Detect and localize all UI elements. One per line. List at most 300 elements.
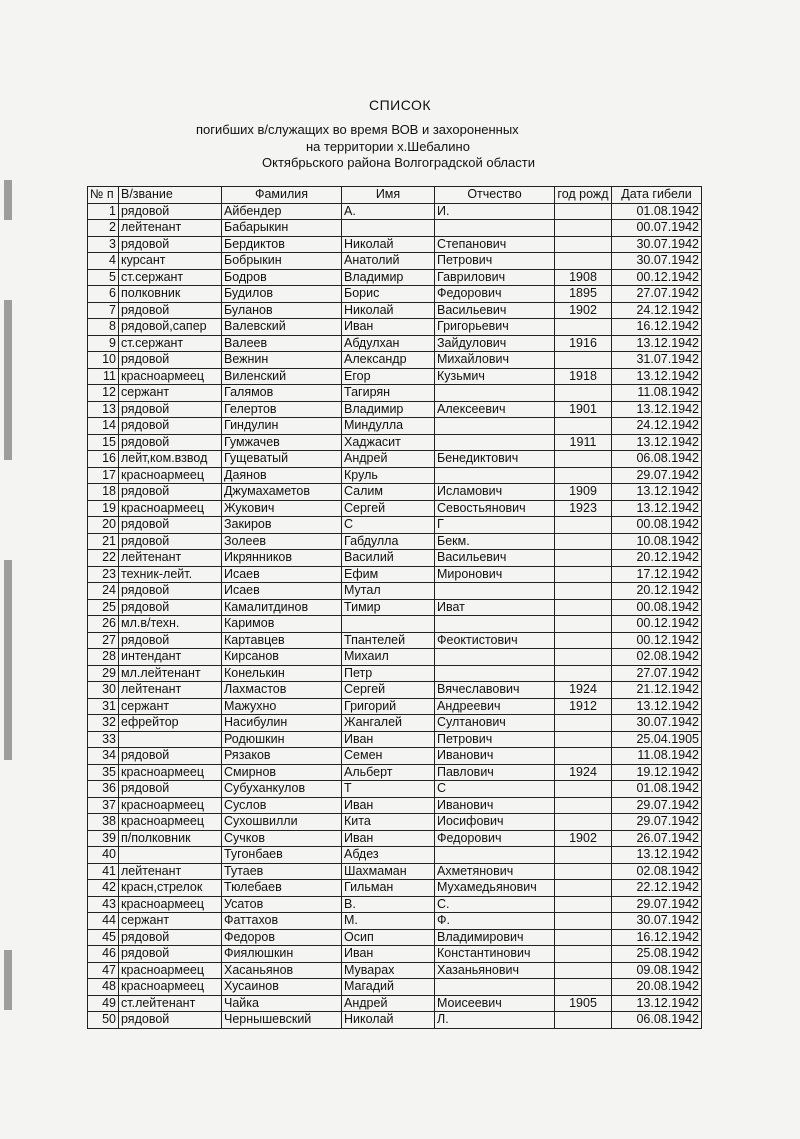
cell-birth-year [555, 649, 612, 666]
cell-number: 41 [88, 863, 119, 880]
cell-patronymic [435, 418, 555, 435]
cell-birth-year [555, 253, 612, 270]
table-row [88, 1012, 702, 1029]
cell-number: 2 [88, 220, 119, 237]
cell-patronymic: Бенедиктович [435, 451, 555, 468]
cell-name: Тимир [342, 599, 435, 616]
cell-rank: рядовой [119, 583, 222, 600]
cell-surname: Усатов [222, 896, 342, 913]
cell-surname: Сухошвилли [222, 814, 342, 831]
cell-name: Петр [342, 665, 435, 682]
cell-death-date: 22.12.1942 [612, 880, 702, 897]
cell-birth-year [555, 550, 612, 567]
cell-rank: красноармеец [119, 979, 222, 996]
cell-number: 18 [88, 484, 119, 501]
table-row [88, 467, 702, 484]
table-row [88, 698, 702, 715]
cell-number: 43 [88, 896, 119, 913]
cell-birth-year [555, 847, 612, 864]
cell-number: 17 [88, 467, 119, 484]
cell-death-date: 13.12.1942 [612, 368, 702, 385]
cell-number: 39 [88, 830, 119, 847]
table-row [88, 203, 702, 220]
table-row [88, 748, 702, 765]
cell-birth-year: 1895 [555, 286, 612, 303]
scan-edge-mark [4, 950, 12, 1010]
cell-name: Миндулла [342, 418, 435, 435]
cell-rank: ст.лейтенант [119, 995, 222, 1012]
cell-patronymic: Исламович [435, 484, 555, 501]
cell-rank: рядовой [119, 418, 222, 435]
cell-rank: красноармеец [119, 368, 222, 385]
cell-rank: красн,стрелок [119, 880, 222, 897]
cell-surname: Чайка [222, 995, 342, 1012]
cell-surname: Вежнин [222, 352, 342, 369]
cell-name: Сергей [342, 500, 435, 517]
cell-surname: Хасаньянов [222, 962, 342, 979]
column-header-rank: В/звание [119, 187, 222, 204]
cell-rank: п/полковник [119, 830, 222, 847]
cell-death-date: 29.07.1942 [612, 896, 702, 913]
cell-birth-year: 1901 [555, 401, 612, 418]
cell-number: 48 [88, 979, 119, 996]
cell-birth-year [555, 781, 612, 798]
cell-rank: лейт,ком.взвод [119, 451, 222, 468]
cell-number: 5 [88, 269, 119, 286]
table-row [88, 995, 702, 1012]
cell-birth-year [555, 599, 612, 616]
cell-death-date: 13.12.1942 [612, 335, 702, 352]
cell-death-date: 01.08.1942 [612, 781, 702, 798]
cell-birth-year: 1908 [555, 269, 612, 286]
cell-death-date: 27.07.1942 [612, 665, 702, 682]
cell-death-date: 13.12.1942 [612, 847, 702, 864]
cell-death-date: 30.07.1942 [612, 236, 702, 253]
cell-rank: рядовой [119, 946, 222, 963]
cell-rank: красноармеец [119, 797, 222, 814]
cell-patronymic: Мухамедьянович [435, 880, 555, 897]
cell-number: 33 [88, 731, 119, 748]
cell-death-date: 20.12.1942 [612, 550, 702, 567]
cell-birth-year: 1923 [555, 500, 612, 517]
cell-surname: Джумахаметов [222, 484, 342, 501]
cell-death-date: 00.08.1942 [612, 599, 702, 616]
cell-birth-year [555, 451, 612, 468]
cell-rank: техник-лейт. [119, 566, 222, 583]
table-row [88, 335, 702, 352]
cell-name: Александр [342, 352, 435, 369]
cell-rank: полковник [119, 286, 222, 303]
cell-number: 27 [88, 632, 119, 649]
cell-number: 4 [88, 253, 119, 270]
cell-name: Николай [342, 1012, 435, 1029]
table-row [88, 731, 702, 748]
cell-name: Осип [342, 929, 435, 946]
cell-number: 44 [88, 913, 119, 930]
cell-death-date: 27.07.1942 [612, 286, 702, 303]
table-body [88, 203, 702, 1028]
cell-name: Абдез [342, 847, 435, 864]
cell-number: 16 [88, 451, 119, 468]
table-row [88, 814, 702, 831]
cell-surname: Бодров [222, 269, 342, 286]
cell-birth-year [555, 319, 612, 336]
cell-patronymic: Вячеславович [435, 682, 555, 699]
cell-surname: Гущеватый [222, 451, 342, 468]
cell-death-date: 02.08.1942 [612, 649, 702, 666]
cell-patronymic: Петрович [435, 731, 555, 748]
cell-number: 1 [88, 203, 119, 220]
cell-patronymic [435, 467, 555, 484]
cell-patronymic: Владимирович [435, 929, 555, 946]
cell-death-date: 24.12.1942 [612, 418, 702, 435]
cell-number: 35 [88, 764, 119, 781]
cell-rank: мл.в/техн. [119, 616, 222, 633]
cell-patronymic: Павлович [435, 764, 555, 781]
cell-surname: Будилов [222, 286, 342, 303]
cell-surname: Виленский [222, 368, 342, 385]
cell-surname: Бобрыкин [222, 253, 342, 270]
cell-name: Анатолий [342, 253, 435, 270]
cell-birth-year [555, 418, 612, 435]
cell-birth-year: 1916 [555, 335, 612, 352]
cell-death-date: 20.12.1942 [612, 583, 702, 600]
cell-birth-year [555, 1012, 612, 1029]
cell-number: 37 [88, 797, 119, 814]
cell-patronymic: Степанович [435, 236, 555, 253]
document-title: СПИСОК [368, 97, 432, 113]
table-row [88, 946, 702, 963]
cell-birth-year [555, 863, 612, 880]
table-row [88, 929, 702, 946]
cell-patronymic: Иосифович [435, 814, 555, 831]
cell-patronymic [435, 665, 555, 682]
cell-patronymic: Федорович [435, 830, 555, 847]
cell-rank: рядовой [119, 533, 222, 550]
cell-surname: Фиялюшкин [222, 946, 342, 963]
cell-name: Мутал [342, 583, 435, 600]
cell-death-date: 13.12.1942 [612, 698, 702, 715]
table-row [88, 517, 702, 534]
cell-rank: ст.сержант [119, 335, 222, 352]
cell-death-date: 31.07.1942 [612, 352, 702, 369]
table-row [88, 236, 702, 253]
cell-surname: Бердиктов [222, 236, 342, 253]
cell-birth-year [555, 616, 612, 633]
cell-rank: мл.лейтенант [119, 665, 222, 682]
cell-number: 8 [88, 319, 119, 336]
cell-name: Гильман [342, 880, 435, 897]
cell-birth-year: 1902 [555, 302, 612, 319]
cell-death-date: 00.07.1942 [612, 220, 702, 237]
cell-birth-year: 1918 [555, 368, 612, 385]
cell-surname: Мажухно [222, 698, 342, 715]
cell-death-date: 17.12.1942 [612, 566, 702, 583]
cell-death-date: 25.08.1942 [612, 946, 702, 963]
cell-death-date: 26.07.1942 [612, 830, 702, 847]
cell-name: Хаджасит [342, 434, 435, 451]
cell-rank: сержант [119, 698, 222, 715]
cell-surname: Тюлебаев [222, 880, 342, 897]
cell-death-date: 20.08.1942 [612, 979, 702, 996]
table-row [88, 797, 702, 814]
cell-number: 34 [88, 748, 119, 765]
table-row [88, 649, 702, 666]
table-row [88, 764, 702, 781]
cell-birth-year [555, 979, 612, 996]
casualty-table [87, 186, 702, 1029]
column-header-number: № п [88, 187, 119, 204]
cell-surname: Закиров [222, 517, 342, 534]
cell-patronymic: Федорович [435, 286, 555, 303]
cell-surname: Гумжачев [222, 434, 342, 451]
cell-name: Николай [342, 302, 435, 319]
cell-surname: Суслов [222, 797, 342, 814]
cell-number: 15 [88, 434, 119, 451]
cell-patronymic: Хазаньянович [435, 962, 555, 979]
cell-birth-year [555, 946, 612, 963]
cell-name: Шахмаман [342, 863, 435, 880]
cell-patronymic: С [435, 781, 555, 798]
cell-rank: сержант [119, 385, 222, 402]
cell-rank: рядовой [119, 401, 222, 418]
cell-death-date: 13.12.1942 [612, 995, 702, 1012]
cell-rank: интендант [119, 649, 222, 666]
cell-birth-year [555, 203, 612, 220]
cell-death-date: 29.07.1942 [612, 797, 702, 814]
cell-rank: красноармеец [119, 764, 222, 781]
table-row [88, 286, 702, 303]
cell-rank: рядовой [119, 929, 222, 946]
cell-number: 6 [88, 286, 119, 303]
cell-rank: лейтенант [119, 220, 222, 237]
cell-birth-year [555, 467, 612, 484]
column-header-patronymic: Отчество [435, 187, 555, 204]
cell-birth-year: 1902 [555, 830, 612, 847]
cell-rank: рядовой [119, 632, 222, 649]
cell-name: Круль [342, 467, 435, 484]
cell-name: Семен [342, 748, 435, 765]
cell-surname: Жукович [222, 500, 342, 517]
cell-number: 36 [88, 781, 119, 798]
cell-birth-year: 1912 [555, 698, 612, 715]
cell-name: Т [342, 781, 435, 798]
cell-surname: Буланов [222, 302, 342, 319]
cell-birth-year [555, 913, 612, 930]
cell-number: 45 [88, 929, 119, 946]
table-row [88, 583, 702, 600]
cell-number: 7 [88, 302, 119, 319]
cell-death-date: 00.08.1942 [612, 517, 702, 534]
cell-patronymic: Петрович [435, 253, 555, 270]
cell-patronymic: Григорьевич [435, 319, 555, 336]
cell-number: 42 [88, 880, 119, 897]
cell-birth-year [555, 352, 612, 369]
cell-patronymic: Г [435, 517, 555, 534]
cell-patronymic: Кузьмич [435, 368, 555, 385]
table-row [88, 500, 702, 517]
cell-patronymic: Моисеевич [435, 995, 555, 1012]
cell-birth-year [555, 632, 612, 649]
cell-patronymic [435, 847, 555, 864]
cell-patronymic [435, 649, 555, 666]
cell-number: 40 [88, 847, 119, 864]
cell-patronymic: Гаврилович [435, 269, 555, 286]
cell-surname: Валевский [222, 319, 342, 336]
table-row [88, 847, 702, 864]
table-row [88, 385, 702, 402]
cell-name: Кита [342, 814, 435, 831]
subtitle-line-2: на территории х.Шебалино [306, 139, 470, 154]
cell-patronymic: Бекм. [435, 533, 555, 550]
cell-name: Иван [342, 731, 435, 748]
table-row [88, 451, 702, 468]
cell-surname: Тутаев [222, 863, 342, 880]
table-row [88, 550, 702, 567]
cell-name: Альберт [342, 764, 435, 781]
cell-patronymic: Васильевич [435, 302, 555, 319]
subtitle-line-1: погибших в/служащих во время ВОВ и захороненных [196, 122, 519, 137]
cell-rank: ефрейтор [119, 715, 222, 732]
cell-number: 49 [88, 995, 119, 1012]
cell-rank: рядовой,сапер [119, 319, 222, 336]
cell-birth-year [555, 896, 612, 913]
cell-surname: Смирнов [222, 764, 342, 781]
cell-number: 22 [88, 550, 119, 567]
cell-number: 23 [88, 566, 119, 583]
cell-patronymic: Л. [435, 1012, 555, 1029]
cell-death-date: 00.12.1942 [612, 616, 702, 633]
cell-birth-year [555, 748, 612, 765]
cell-name: Ефим [342, 566, 435, 583]
table-row [88, 896, 702, 913]
cell-patronymic: Михайлович [435, 352, 555, 369]
cell-rank: рядовой [119, 434, 222, 451]
cell-number: 9 [88, 335, 119, 352]
table-row [88, 302, 702, 319]
cell-birth-year [555, 929, 612, 946]
cell-number: 19 [88, 500, 119, 517]
cell-name: Николай [342, 236, 435, 253]
cell-death-date: 00.12.1942 [612, 632, 702, 649]
cell-birth-year [555, 814, 612, 831]
cell-patronymic: Васильевич [435, 550, 555, 567]
cell-surname: Валеев [222, 335, 342, 352]
cell-surname: Федоров [222, 929, 342, 946]
cell-name: Иван [342, 830, 435, 847]
cell-rank: красноармеец [119, 896, 222, 913]
table-row [88, 715, 702, 732]
cell-name: Сергей [342, 682, 435, 699]
cell-death-date: 13.12.1942 [612, 500, 702, 517]
cell-name: А. [342, 203, 435, 220]
cell-name: Василий [342, 550, 435, 567]
cell-number: 31 [88, 698, 119, 715]
cell-name: Владимир [342, 269, 435, 286]
cell-patronymic [435, 434, 555, 451]
cell-name [342, 220, 435, 237]
cell-birth-year: 1924 [555, 764, 612, 781]
cell-number: 47 [88, 962, 119, 979]
cell-birth-year [555, 962, 612, 979]
cell-surname: Хусаинов [222, 979, 342, 996]
cell-death-date: 30.07.1942 [612, 715, 702, 732]
table-row [88, 599, 702, 616]
table-row [88, 962, 702, 979]
cell-death-date: 10.08.1942 [612, 533, 702, 550]
cell-patronymic [435, 616, 555, 633]
cell-birth-year: 1905 [555, 995, 612, 1012]
cell-rank: рядовой [119, 781, 222, 798]
cell-death-date: 25.04.1905 [612, 731, 702, 748]
cell-surname: Икрянников [222, 550, 342, 567]
table-row [88, 434, 702, 451]
cell-number: 24 [88, 583, 119, 600]
cell-rank: рядовой [119, 484, 222, 501]
cell-rank: ст.сержант [119, 269, 222, 286]
table-row [88, 253, 702, 270]
table-row [88, 269, 702, 286]
cell-patronymic: Миронович [435, 566, 555, 583]
column-header-name: Имя [342, 187, 435, 204]
cell-number: 32 [88, 715, 119, 732]
cell-number: 30 [88, 682, 119, 699]
cell-name: Егор [342, 368, 435, 385]
cell-birth-year [555, 533, 612, 550]
table-row [88, 220, 702, 237]
cell-name: Михаил [342, 649, 435, 666]
cell-number: 3 [88, 236, 119, 253]
cell-surname: Субуханкулов [222, 781, 342, 798]
table-row [88, 863, 702, 880]
cell-name: Григорий [342, 698, 435, 715]
cell-rank [119, 847, 222, 864]
cell-surname: Картавцев [222, 632, 342, 649]
cell-birth-year [555, 385, 612, 402]
cell-birth-year [555, 583, 612, 600]
cell-patronymic: Султанович [435, 715, 555, 732]
cell-rank: курсант [119, 253, 222, 270]
cell-rank: рядовой [119, 599, 222, 616]
cell-rank: красноармеец [119, 467, 222, 484]
table-row [88, 682, 702, 699]
cell-death-date: 29.07.1942 [612, 814, 702, 831]
cell-rank: рядовой [119, 1012, 222, 1029]
cell-name: Абдулхан [342, 335, 435, 352]
cell-number: 50 [88, 1012, 119, 1029]
cell-birth-year [555, 880, 612, 897]
cell-patronymic: Иват [435, 599, 555, 616]
table-row [88, 368, 702, 385]
cell-birth-year [555, 665, 612, 682]
cell-patronymic: Андреевич [435, 698, 555, 715]
cell-rank: рядовой [119, 517, 222, 534]
cell-rank: рядовой [119, 302, 222, 319]
cell-patronymic: Ф. [435, 913, 555, 930]
table-row [88, 418, 702, 435]
cell-surname: Камалитдинов [222, 599, 342, 616]
cell-birth-year [555, 517, 612, 534]
table-row [88, 632, 702, 649]
cell-death-date: 13.12.1942 [612, 484, 702, 501]
cell-death-date: 02.08.1942 [612, 863, 702, 880]
cell-patronymic: Феоктистович [435, 632, 555, 649]
cell-death-date: 11.08.1942 [612, 385, 702, 402]
cell-surname: Рязаков [222, 748, 342, 765]
cell-name [342, 616, 435, 633]
cell-death-date: 16.12.1942 [612, 319, 702, 336]
cell-surname: Тугонбаев [222, 847, 342, 864]
